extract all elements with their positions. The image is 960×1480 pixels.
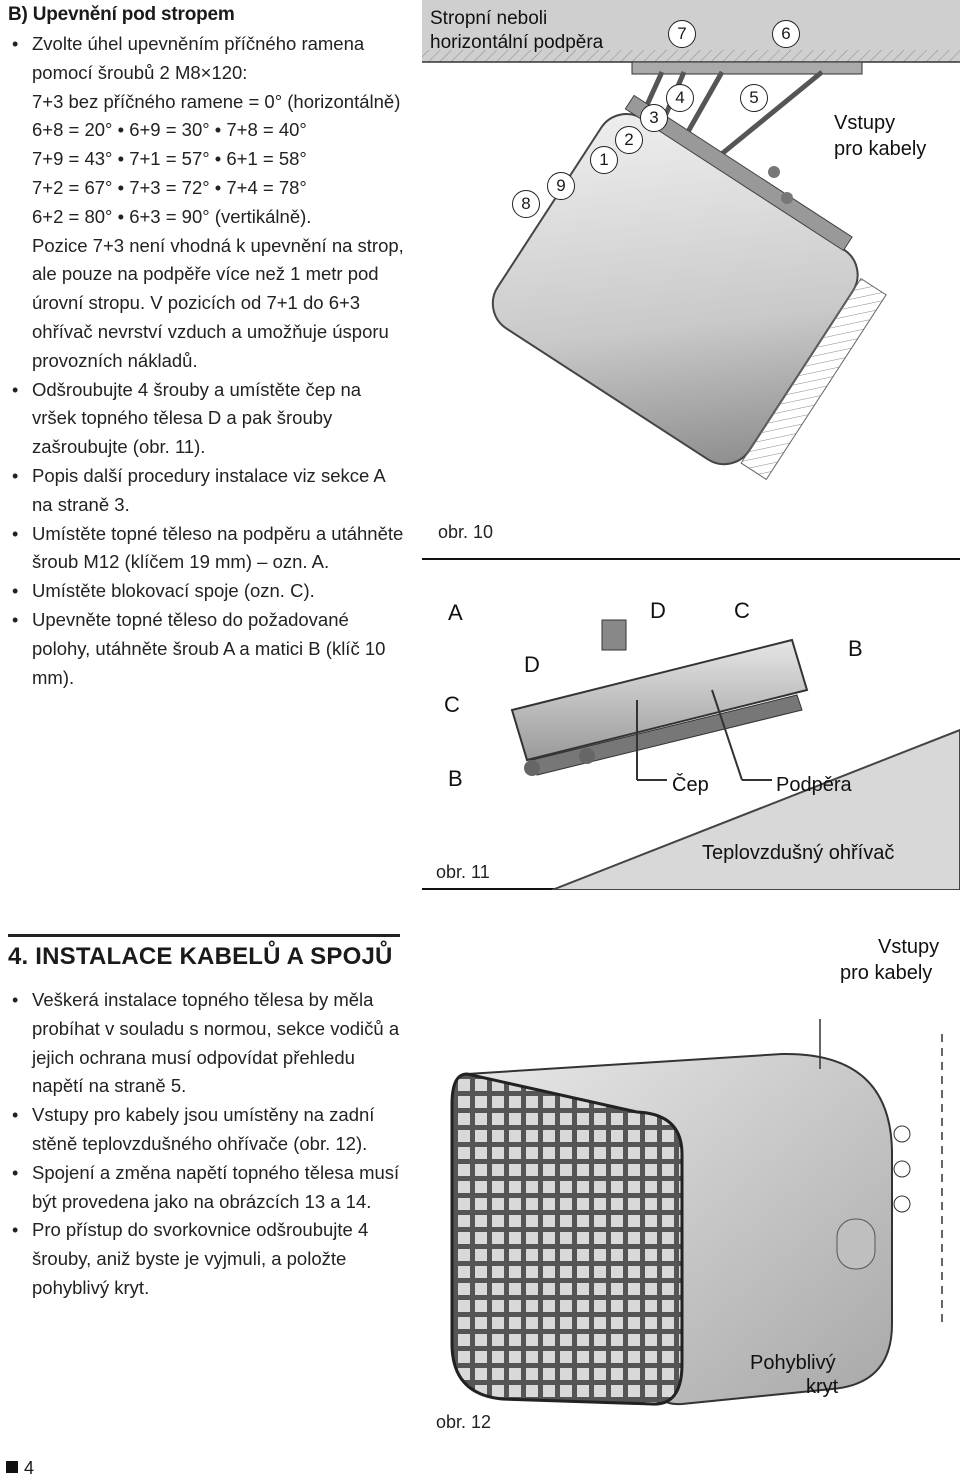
figure-12 [422,924,960,1444]
list-item: • Popis další procedury instalace viz sekce A na straně 3. [12,462,404,520]
list-item: • Odšroubujte 4 šrouby a umístěte čep na vršek topného tělesa D a pak šrouby zašroubujte (obr. 11). [12,376,404,462]
section-b-intro: • Zvolte úhel upevněním příčného ramena pomocí šroubů 2 M8×120: [12,30,404,88]
label-d-top: D [650,598,666,623]
label-cep: Čep [672,774,709,796]
label-support-1: Stropní neboli [430,8,548,29]
label-a: A [448,600,463,625]
figure-11-caption: obr. 11 [436,862,490,882]
label-support-2: horizontální podpěra [430,32,604,53]
label-cable-entry-2: pro kabely [840,962,933,984]
list-item: • Veškerá instalace topného tělesa by měla probíhat v souladu s normou, sekce vodičů a jejich ochrana musí odpovídat přehledu napětí na straně 5. [12,986,402,1101]
list-item: • Pro přístup do svorkovnice odšroubujte 4 šrouby, aniž byste je vyjmuli, a položte pohyblivý kryt. [12,1216,402,1302]
square-icon [6,1461,18,1473]
nut-b [579,748,595,764]
position-9-marker: 9 [547,172,575,200]
list-item: • Spojení a změna napětí topného tělesa musí být provedena jako na obrázcích 13 a 14. [12,1159,402,1217]
angle-line: 6+2 = 80° • 6+3 = 90° (vertikálně). [32,205,312,227]
screw-icon [894,1126,910,1142]
label-b-top: B [848,636,863,661]
section-b-heading: B) Upevnění pod stropem [8,4,235,25]
position-6-marker: 6 [772,20,800,48]
position-3-marker: 3 [640,104,668,132]
label-cable-1: Vstupy [834,112,896,134]
movable-cover [837,1219,875,1269]
label-cover-2: kryt [806,1376,839,1398]
position-5-marker: 5 [740,84,768,112]
label-cable-entry-1: Vstupy [878,936,940,958]
heater-rear-illustration [422,924,960,1444]
angle-line: 7+9 = 43° • 7+1 = 57° • 6+1 = 58° [32,148,307,170]
cable-entry-point [781,192,793,204]
figure-12-caption: obr. 12 [436,1412,492,1432]
angle-line: 6+8 = 20° • 6+9 = 30° • 7+8 = 40° [32,119,307,141]
section-4-body [12,986,402,1303]
screw-icon [894,1161,910,1177]
label-c-left: C [444,692,460,717]
bolt-a [602,620,626,650]
page-footer [6,1458,34,1479]
position-1-marker: 1 [590,146,618,174]
front-grille [452,1074,682,1404]
list-item: • Umístěte blokovací spoje (ozn. C). [12,577,404,606]
figure-10 [422,0,960,560]
label-d-mid: D [524,652,540,677]
ceiling-mount-illustration [422,0,960,560]
label-cover-1: Pohyblivý [750,1352,836,1374]
figure-11 [422,580,960,890]
nut-b [524,760,540,776]
screw-icon [894,1196,910,1212]
label-podpera: Podpěra [776,774,852,796]
section-b-body [12,30,404,692]
position-2-marker: 2 [615,126,643,154]
position-note: Pozice 7+3 není vhodná k upevnění na strop, ale pouze na podpěře více než 1 metr pod úrovní stropu. V pozicích od 7+1 do 6+3 ohřívač nevrství vzduch a umožňuje úsporu provozních nákladů. [32,234,404,371]
section-4-heading: 4. INSTALACE KABELŮ A SPOJŮ [8,934,400,971]
position-8-marker: 8 [512,190,540,218]
list-item: • Umístěte topné těleso na podpěru a utáhněte šroub M12 (klíčem 19 mm) – ozn. A. [12,520,404,578]
label-heater: Teplovzdušný ohřívač [702,842,895,864]
figure-10-caption: obr. 10 [438,522,494,542]
list-item: • Vstupy pro kabely jsou umístěny na zadní stěně teplovzdušného ohřívače (obr. 12). [12,1101,402,1159]
label-c-top: C [734,598,750,623]
list-item: • Upevněte topné těleso do požadované polohy, utáhněte šroub A a matici B (klíč 10 mm). [12,606,404,692]
position-7-marker: 7 [668,20,696,48]
angle-line: 7+2 = 67° • 7+3 = 72° • 7+4 = 78° [32,176,307,198]
cable-entry-point [768,166,780,178]
label-cable-2: pro kabely [834,138,927,160]
angle-list [12,88,404,232]
mounting-rail [632,62,862,74]
angle-line: 7+3 bez příčného ramene = 0° (horizontálně) [32,90,401,112]
label-b-bottom: B [448,766,463,791]
position-4-marker: 4 [666,84,694,112]
page-number: 4 [24,1458,35,1478]
